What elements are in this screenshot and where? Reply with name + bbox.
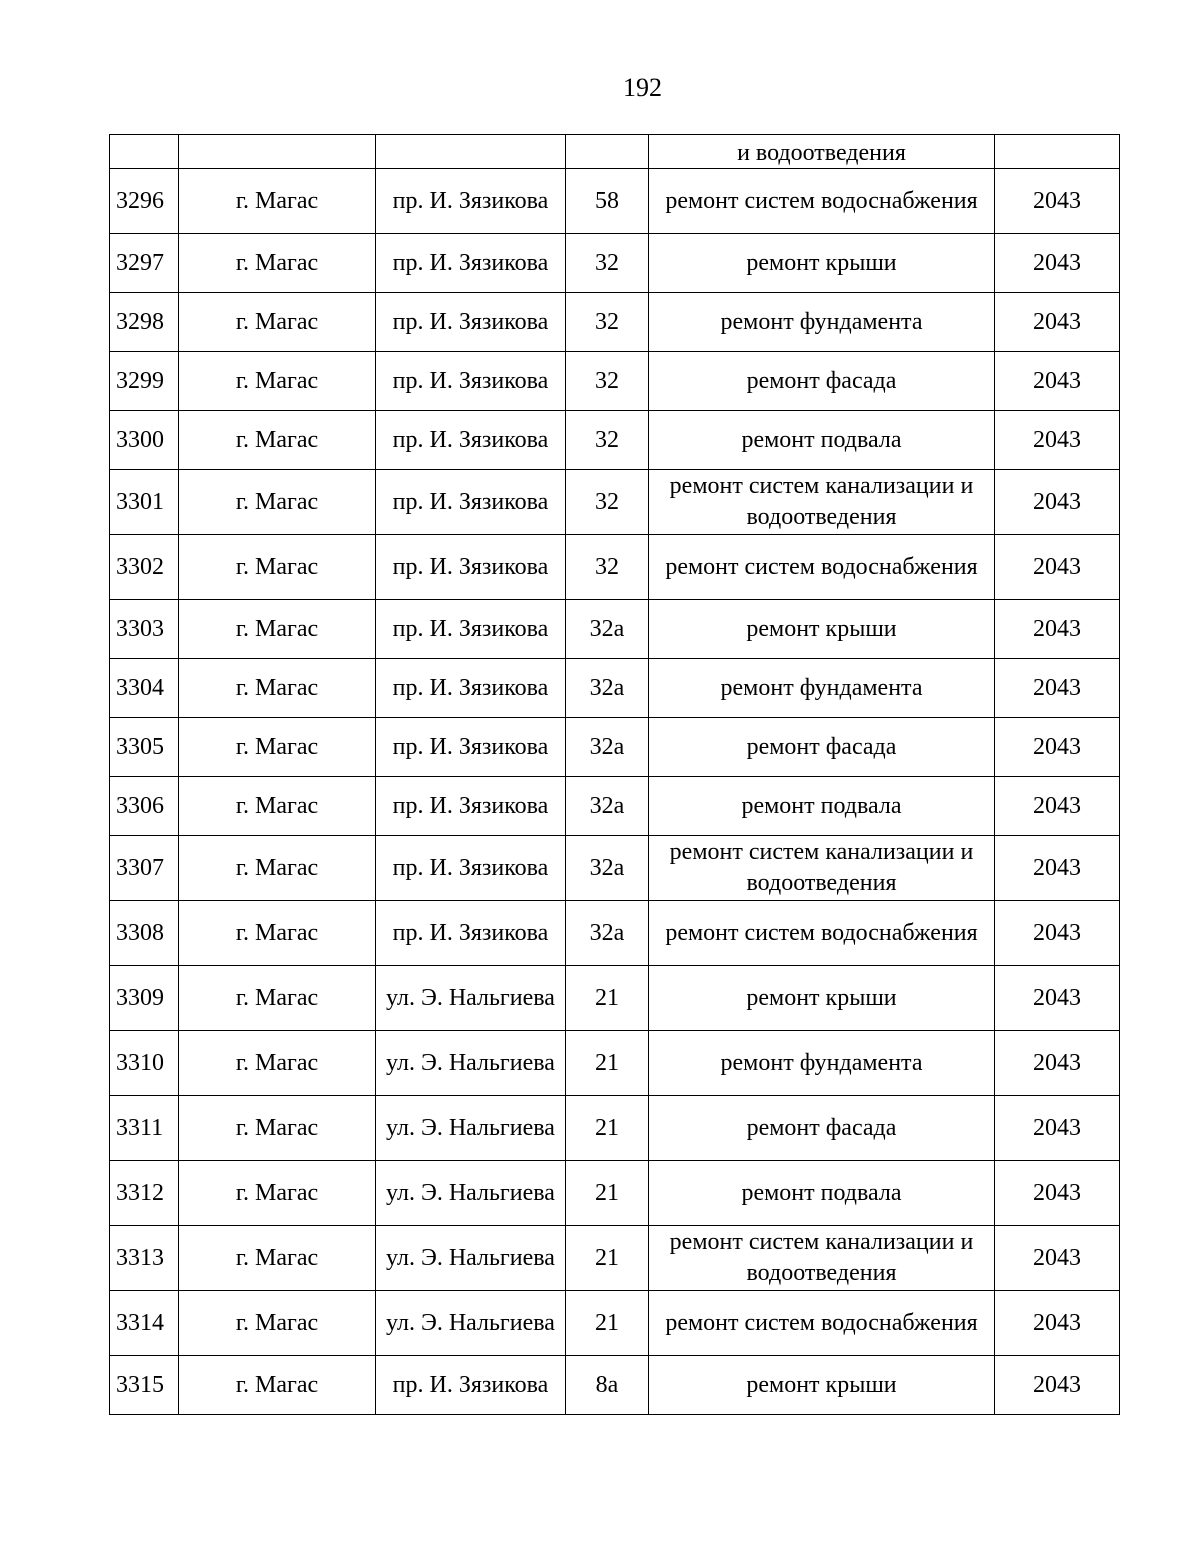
- cell-year: 2043: [995, 1356, 1120, 1415]
- cell-house: [566, 135, 649, 169]
- table-row: [110, 718, 1120, 777]
- cell-street: пр. И. Зязикова: [376, 535, 566, 600]
- cell-year: [995, 135, 1120, 169]
- cell-street: пр. И. Зязикова: [376, 1356, 566, 1415]
- cell-street: ул. Э. Нальгиева: [376, 1096, 566, 1161]
- cell-city: г. Магас: [179, 352, 376, 411]
- cell-number: 3296: [110, 169, 179, 234]
- table-row: [110, 659, 1120, 718]
- cell-year: 2043: [995, 352, 1120, 411]
- cell-city: г. Магас: [179, 234, 376, 293]
- cell-year: 2043: [995, 411, 1120, 470]
- cell-number: 3308: [110, 901, 179, 966]
- table-row: [110, 1161, 1120, 1226]
- table-row: [110, 169, 1120, 234]
- cell-house: 32: [566, 293, 649, 352]
- cell-house: 21: [566, 1291, 649, 1356]
- cell-city: г. Магас: [179, 1161, 376, 1226]
- cell-street: пр. И. Зязикова: [376, 901, 566, 966]
- cell-street: пр. И. Зязикова: [376, 659, 566, 718]
- cell-number: 3299: [110, 352, 179, 411]
- cell-work: ремонт систем канализации и водоотведения: [649, 836, 995, 901]
- table-row-continuation: [110, 135, 1120, 169]
- cell-city: г. Магас: [179, 1291, 376, 1356]
- cell-city: г. Магас: [179, 169, 376, 234]
- cell-work: ремонт крыши: [649, 966, 995, 1031]
- repair-schedule-table: [109, 134, 1120, 1415]
- cell-street: пр. И. Зязикова: [376, 600, 566, 659]
- cell-house: 32а: [566, 836, 649, 901]
- cell-work: ремонт фасада: [649, 1096, 995, 1161]
- cell-street: ул. Э. Нальгиева: [376, 1031, 566, 1096]
- cell-number: [110, 135, 179, 169]
- cell-street: пр. И. Зязикова: [376, 718, 566, 777]
- cell-house: 32а: [566, 659, 649, 718]
- cell-work: ремонт систем водоснабжения: [649, 169, 995, 234]
- cell-work: ремонт фундамента: [649, 293, 995, 352]
- table-row: [110, 600, 1120, 659]
- table-row: [110, 777, 1120, 836]
- cell-number: 3302: [110, 535, 179, 600]
- cell-house: 32: [566, 352, 649, 411]
- cell-work: ремонт систем водоснабжения: [649, 535, 995, 600]
- cell-work: ремонт подвала: [649, 1161, 995, 1226]
- cell-street: пр. И. Зязикова: [376, 836, 566, 901]
- cell-year: 2043: [995, 1226, 1120, 1291]
- cell-street: [376, 135, 566, 169]
- table-row: [110, 293, 1120, 352]
- cell-work: ремонт фасада: [649, 718, 995, 777]
- cell-work: ремонт фундамента: [649, 659, 995, 718]
- cell-number: 3309: [110, 966, 179, 1031]
- table-row: [110, 836, 1120, 901]
- cell-house: 32а: [566, 600, 649, 659]
- table-row: [110, 535, 1120, 600]
- table-row: [110, 352, 1120, 411]
- cell-house: 21: [566, 1096, 649, 1161]
- cell-year: 2043: [995, 966, 1120, 1031]
- table-row: [110, 901, 1120, 966]
- cell-city: г. Магас: [179, 901, 376, 966]
- table-row: [110, 411, 1120, 470]
- cell-year: 2043: [995, 234, 1120, 293]
- cell-city: г. Магас: [179, 470, 376, 535]
- cell-number: 3297: [110, 234, 179, 293]
- cell-work: ремонт фундамента: [649, 1031, 995, 1096]
- table-row: [110, 1031, 1120, 1096]
- cell-work: ремонт систем водоснабжения: [649, 901, 995, 966]
- cell-street: пр. И. Зязикова: [376, 293, 566, 352]
- cell-city: г. Магас: [179, 411, 376, 470]
- table-row: [110, 470, 1120, 535]
- cell-city: г. Магас: [179, 1096, 376, 1161]
- cell-year: 2043: [995, 1096, 1120, 1161]
- cell-street: пр. И. Зязикова: [376, 234, 566, 293]
- cell-number: 3315: [110, 1356, 179, 1415]
- cell-house: 21: [566, 966, 649, 1031]
- cell-house: 32: [566, 234, 649, 293]
- cell-year: 2043: [995, 169, 1120, 234]
- cell-year: 2043: [995, 1161, 1120, 1226]
- cell-year: 2043: [995, 470, 1120, 535]
- cell-street: ул. Э. Нальгиева: [376, 1161, 566, 1226]
- cell-house: 32а: [566, 777, 649, 836]
- cell-number: 3300: [110, 411, 179, 470]
- cell-work: ремонт крыши: [649, 234, 995, 293]
- cell-number: 3303: [110, 600, 179, 659]
- cell-house: 32: [566, 411, 649, 470]
- cell-number: 3307: [110, 836, 179, 901]
- cell-street: пр. И. Зязикова: [376, 352, 566, 411]
- cell-house: 8а: [566, 1356, 649, 1415]
- cell-house: 21: [566, 1226, 649, 1291]
- cell-year: 2043: [995, 836, 1120, 901]
- cell-street: ул. Э. Нальгиева: [376, 1226, 566, 1291]
- cell-work: ремонт систем канализации и водоотведения: [649, 470, 995, 535]
- cell-work: ремонт крыши: [649, 600, 995, 659]
- cell-street: пр. И. Зязикова: [376, 169, 566, 234]
- cell-year: 2043: [995, 901, 1120, 966]
- cell-year: 2043: [995, 659, 1120, 718]
- cell-number: 3311: [110, 1096, 179, 1161]
- cell-year: 2043: [995, 600, 1120, 659]
- cell-number: 3313: [110, 1226, 179, 1291]
- cell-house: 21: [566, 1161, 649, 1226]
- cell-work: ремонт подвала: [649, 411, 995, 470]
- cell-city: г. Магас: [179, 836, 376, 901]
- cell-city: [179, 135, 376, 169]
- cell-year: 2043: [995, 1291, 1120, 1356]
- cell-number: 3304: [110, 659, 179, 718]
- cell-work: ремонт систем канализации и водоотведения: [649, 1226, 995, 1291]
- cell-city: г. Магас: [179, 966, 376, 1031]
- table-row: [110, 1226, 1120, 1291]
- cell-house: 32а: [566, 901, 649, 966]
- cell-house: 58: [566, 169, 649, 234]
- cell-number: 3314: [110, 1291, 179, 1356]
- cell-city: г. Магас: [179, 718, 376, 777]
- table-row: [110, 234, 1120, 293]
- cell-street: ул. Э. Нальгиева: [376, 1291, 566, 1356]
- cell-work: и водоотведения: [649, 135, 995, 169]
- cell-house: 32: [566, 470, 649, 535]
- cell-number: 3310: [110, 1031, 179, 1096]
- cell-street: пр. И. Зязикова: [376, 411, 566, 470]
- cell-work: ремонт систем водоснабжения: [649, 1291, 995, 1356]
- page-number: 192: [623, 73, 662, 102]
- cell-number: 3306: [110, 777, 179, 836]
- cell-house: 21: [566, 1031, 649, 1096]
- cell-city: г. Магас: [179, 777, 376, 836]
- cell-number: 3298: [110, 293, 179, 352]
- cell-work: ремонт фасада: [649, 352, 995, 411]
- cell-city: г. Магас: [179, 1226, 376, 1291]
- cell-year: 2043: [995, 718, 1120, 777]
- cell-work: ремонт крыши: [649, 1356, 995, 1415]
- cell-city: г. Магас: [179, 535, 376, 600]
- table-row: [110, 1356, 1120, 1415]
- cell-street: пр. И. Зязикова: [376, 777, 566, 836]
- cell-number: 3301: [110, 470, 179, 535]
- cell-city: г. Магас: [179, 600, 376, 659]
- cell-year: 2043: [995, 777, 1120, 836]
- cell-city: г. Магас: [179, 293, 376, 352]
- table-row: [110, 1096, 1120, 1161]
- cell-city: г. Магас: [179, 1031, 376, 1096]
- cell-street: ул. Э. Нальгиева: [376, 966, 566, 1031]
- cell-number: 3305: [110, 718, 179, 777]
- cell-house: 32: [566, 535, 649, 600]
- table-row: [110, 966, 1120, 1031]
- cell-street: пр. И. Зязикова: [376, 470, 566, 535]
- cell-city: г. Магас: [179, 659, 376, 718]
- cell-number: 3312: [110, 1161, 179, 1226]
- cell-work: ремонт подвала: [649, 777, 995, 836]
- cell-year: 2043: [995, 535, 1120, 600]
- cell-year: 2043: [995, 293, 1120, 352]
- table-row: [110, 1291, 1120, 1356]
- cell-year: 2043: [995, 1031, 1120, 1096]
- cell-house: 32а: [566, 718, 649, 777]
- cell-city: г. Магас: [179, 1356, 376, 1415]
